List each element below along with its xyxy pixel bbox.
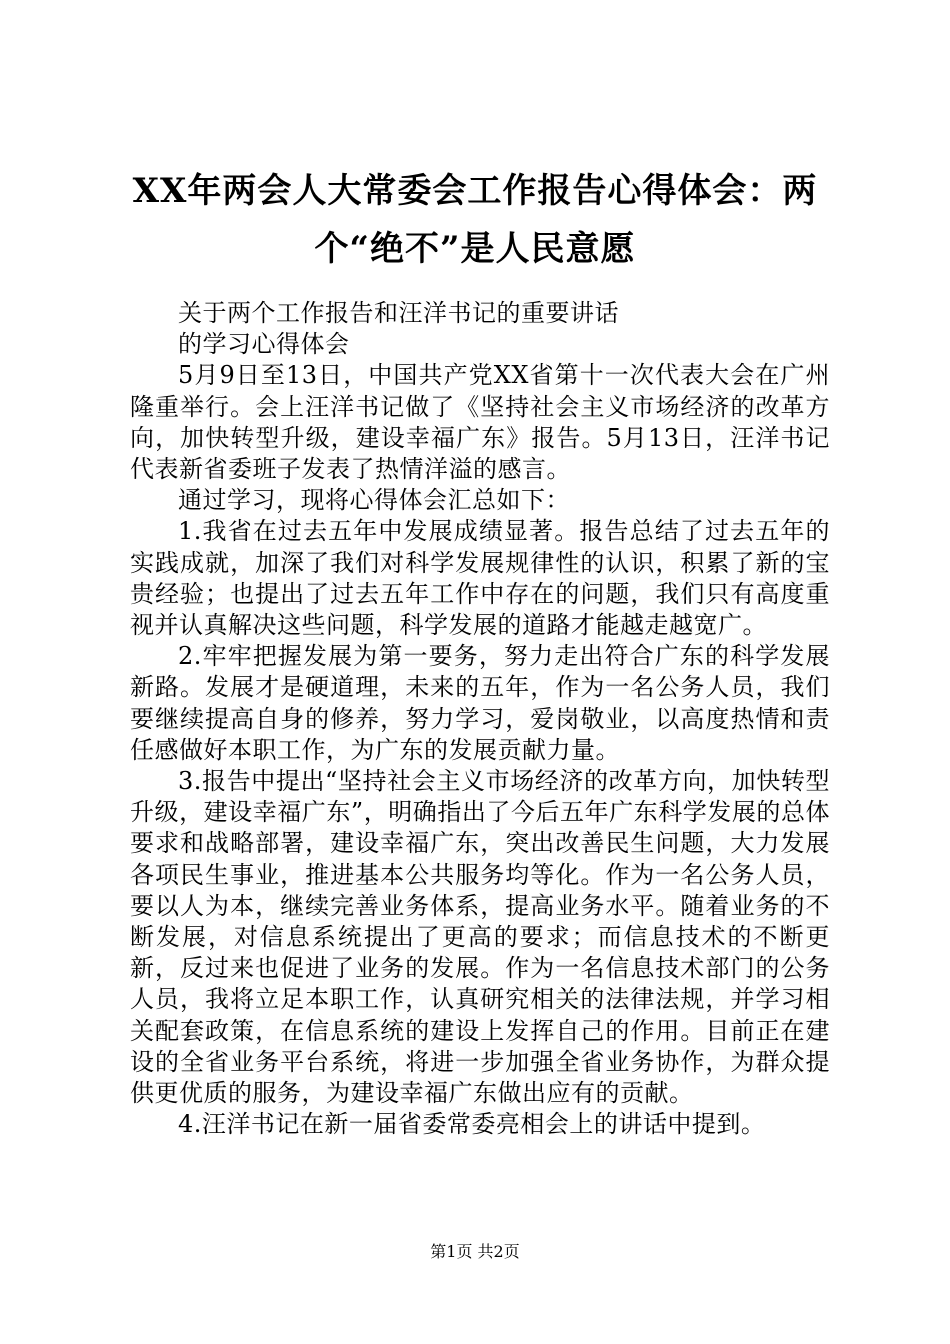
paragraph-point-2: 2.牢牢把握发展为第一要务，努力走出符合广东的科学发展新路。发展才是硬道理，未来的五年，作为一名公务人员，我们要继续提高自身的修养，努力学习，爱岗敬业，以高度热情和责任感做好本职工作，为广东的发展贡献力量。 [130,642,830,764]
paragraph-point-1: 1.我省在过去五年中发展成绩显著。报告总结了过去五年的实践成就，加深了我们对科学发展规律性的认识，积累了新的宝贵经验；也提出了过去五年工作中存在的问题，我们只有高度重视并认真解决这些问题，科学发展的道路才能越走越宽广。 [130,517,830,640]
document-title: XX年两会人大常委会工作报告心得体会：两个“绝不”是人民意愿 [132,171,818,269]
page-footer: 第1页 共2页 [430,1242,520,1261]
paragraph-point-4: 4.汪洋书记在新一届省委常委亮相会上的讲话中提到。 [178,1110,766,1139]
paragraph-point-3: 3.报告中提出“坚持社会主义市场经济的改革方向，加快转型升级，建设幸福广东”，明确指出了今后五年广东科学发展的总体要求和战略部署，建设幸福广东，突出改善民生问题，大力发展各项民生事业，推进基本公共服务均等化。作为一名公务人员，要以人为本，继续完善业务体系，提高业务水平。随着业务的不断发展，对信息系统提出了更高的要求；而信息技术的不断更新，反过来也促进了业务的发展。作为一名信息技术部门的公务人员，我将立足本职工作，认真研究相关的法律法规，并学习相关配套政策，在信息系统的建设上发挥自己的作用。目前正在建设的全省业务平台系统，将进一步加强全省业务协作，为群众提供更优质的服务，为建设幸福广东做出应有的贡献。 [130,767,830,1108]
paragraph-intro-line-2: 的学习心得体会 [178,330,350,359]
paragraph-summary-lead: 通过学习，现将心得体会汇总如下： [178,486,570,515]
document-body [130,298,830,1140]
paragraph-intro-line-1: 关于两个工作报告和汪洋书记的重要讲话 [178,299,619,327]
paragraph-congress: 5月9日至13日，中国共产党XX省第十一次代表大会在广州隆重举行。会上汪洋书记做了《坚持社会主义市场经济的改革方向，加快转型升级，建设幸福广东》报告。5月13日，汪洋书记代表新省委班子发表了热情洋溢的感言。 [130,361,830,484]
